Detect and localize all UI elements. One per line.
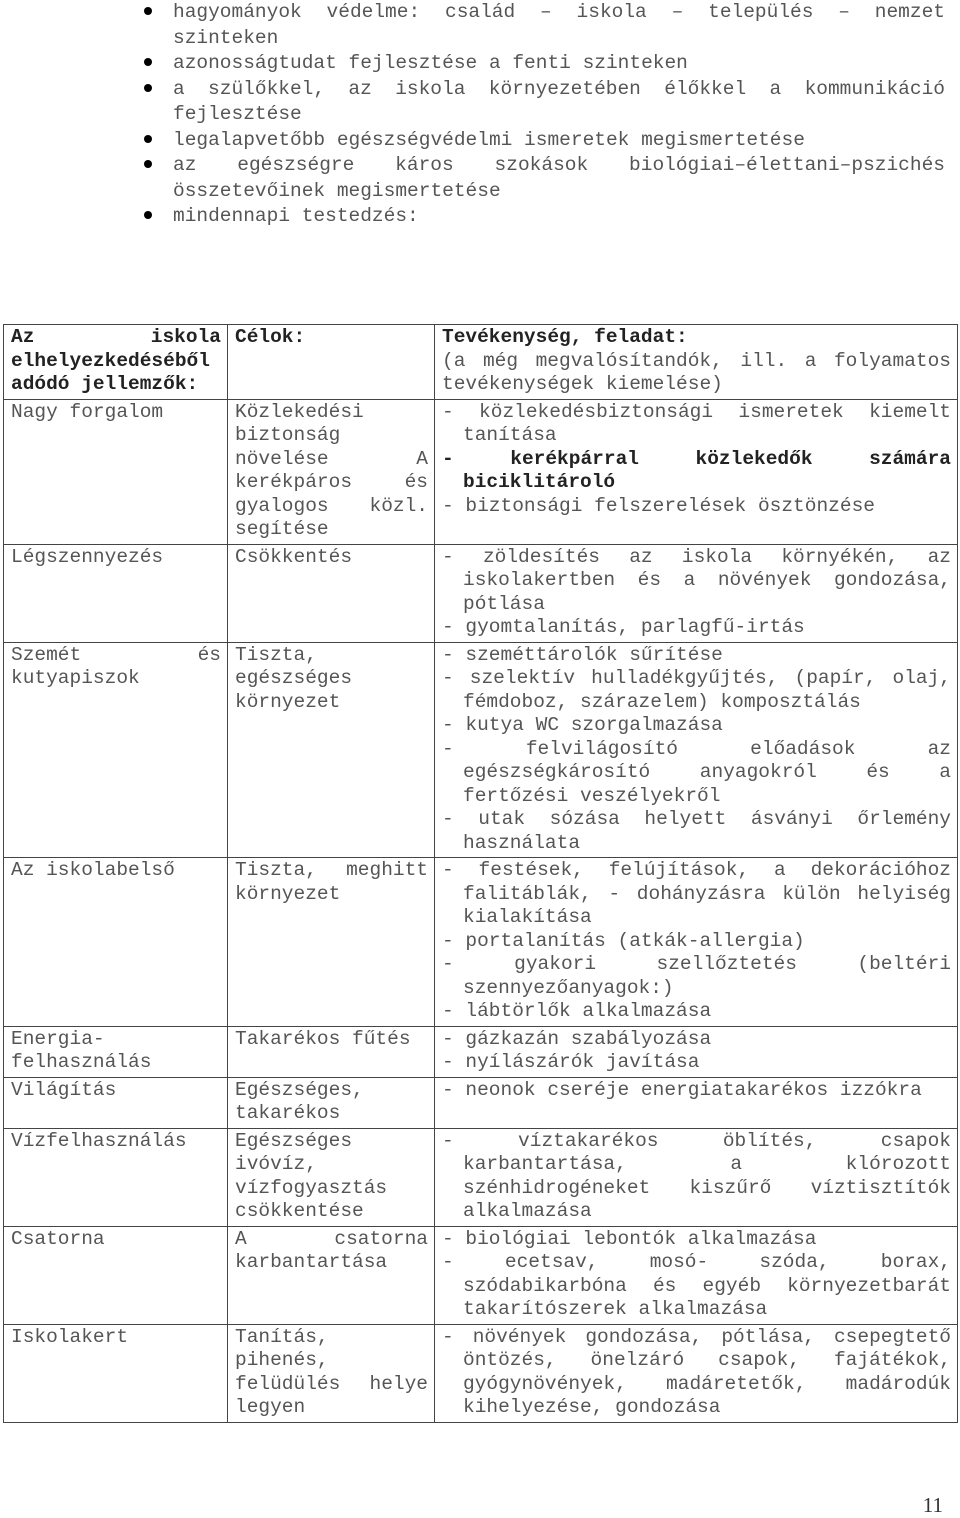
goal-cell: Tanítás, pihenés, felüdülés helye legyen (228, 1324, 435, 1422)
feature-cell: Vízfelhasználás (4, 1128, 228, 1226)
activity-item: - felvilágosító előadások az egészségkárosító anyagokról és a fertőzési veszélyekről (442, 737, 951, 807)
activity-item: - lábtörlők alkalmazása (442, 1000, 712, 1022)
activity-item: - portalanítás (atkák-allergia) (442, 929, 805, 952)
table-row (4, 399, 958, 544)
table-row (4, 1226, 958, 1324)
activity-item: - szeméttárolók sűrítése (442, 643, 723, 666)
activity-item: - szelektív hulladékgyűjtés, (papír, olaj, fémdoboz, szárazelem) komposztálás (442, 667, 951, 713)
bullet-item: azonosságtudat fejlesztése a fenti szinteken (142, 51, 945, 77)
activity-item: - zöldesítés az iskola környékén, az iskolakertben és a növények gondozása, pótlása (442, 545, 951, 615)
goal-cell: Csökkentés (228, 544, 435, 642)
feature-cell: Világítás (4, 1077, 228, 1128)
goal-cell: A csatorna karbantartása (228, 1226, 435, 1324)
activities-cell (435, 1128, 958, 1226)
header-goals: Célok: (228, 325, 435, 400)
activities-cell (435, 1324, 958, 1422)
activities-cell (435, 1077, 958, 1128)
goal-cell: Tiszta, egészséges környezet (228, 642, 435, 858)
activity-item: - víztakarékos öblítés, csapok karbantartása, a klórozott szénhidrogéneket kiszűrő víztisztítók alkalmazása (442, 1129, 951, 1222)
activities-cell (435, 1026, 958, 1077)
bullet-item: hagyományok védelme: család – iskola – település – nemzet szinteken (142, 0, 945, 51)
feature-cell: Nagy forgalom (4, 399, 228, 544)
feature-cell: Energia-felhasználás (4, 1026, 228, 1077)
activity-item: - közlekedésbiztonsági ismeretek kiemelt tanítása (442, 400, 951, 446)
goal-cell: Takarékos fűtés (228, 1026, 435, 1077)
activities-cell (435, 399, 958, 544)
activity-item: - növények gondozása, pótlása, csepegtető öntözés, önelzáró csapok, fajátékok, gyógynövények, madáretetők, madárodúk kihelyezése, gondozása (442, 1325, 951, 1418)
table-row (4, 1128, 958, 1226)
bullet-item: legalapvetőbb egészségvédelmi ismeretek megismertetése (142, 128, 945, 154)
feature-cell: Légszennyezés (4, 544, 228, 642)
bullet-item: a szülőkkel, az iskola környezetében élőkkel a kommunikáció fejlesztése (142, 77, 945, 128)
activities-cell (435, 858, 958, 1027)
activities-cell (435, 642, 958, 858)
activity-item: - kutya WC szorgalmazása (442, 714, 723, 736)
table-row (4, 1077, 958, 1128)
activities-cell (435, 544, 958, 642)
intro-bullet-list (142, 0, 945, 230)
header-activities (435, 325, 958, 400)
activity-item: - festések, felújítások, a dekorációhoz falitáblák, - dohányzásra külön helyiség kialakítása (442, 859, 951, 928)
activity-item: - gyakori szellőztetés (beltéri szennyezőanyagok:) (442, 953, 951, 999)
feature-cell: Csatorna (4, 1226, 228, 1324)
activities-cell (435, 1226, 958, 1324)
environment-table (3, 324, 958, 1423)
table-row (4, 544, 958, 642)
activity-item: - biológiai lebontók alkalmazása (442, 1227, 817, 1250)
header-features: Az iskola elhelyezkedéséből adódó jellemzők: (4, 325, 228, 400)
activity-item: - nyílászárók javítása (442, 1051, 700, 1073)
activity-item: - neonok cseréje energiatakarékos izzókra (442, 1078, 922, 1101)
page-number: 11 (922, 1493, 943, 1517)
goal-cell: Egészséges, takarékos (228, 1077, 435, 1128)
table-row (4, 1026, 958, 1077)
header-activities-subtitle: (a még megvalósítandók, ill. a folyamatos tevékenységek kiemelése) (442, 349, 951, 395)
activity-item: - gázkazán szabályozása (442, 1027, 712, 1050)
feature-cell: Szemét és kutyapiszok (4, 642, 228, 858)
header-activities-title: Tevékenység, feladat: (442, 326, 688, 348)
feature-cell: Iskolakert (4, 1324, 228, 1422)
feature-cell: Az iskolabelső (4, 858, 228, 1027)
activity-item: - kerékpárral közlekedők számára biciklitároló (442, 447, 951, 493)
activity-item: - gyomtalanítás, parlagfű-irtás (442, 616, 805, 638)
table-row (4, 858, 958, 1027)
activity-item: - ecetsav, mosó- szóda, borax, szódabikarbóna és egyéb környezetbarát takarítószerek alkalmazása (442, 1251, 951, 1320)
activity-item: - biztonsági felszerelések ösztönzése (442, 494, 875, 517)
table-row (4, 642, 958, 858)
activity-item: - utak sózása helyett ásványi őrlemény használata (442, 808, 951, 854)
bullet-item: mindennapi testedzés: (142, 204, 945, 230)
bullet-item: az egészségre káros szokások biológiai–élettani–pszichés összetevőinek megismertetése (142, 153, 945, 204)
goal-cell: Közlekedési biztonság növelése A kerékpáros és gyalogos közl. segítése (228, 399, 435, 544)
table-row (4, 1324, 958, 1422)
table-header-row (4, 325, 958, 400)
goal-cell: Tiszta, meghitt környezet (228, 858, 435, 1027)
goal-cell: Egészséges ivóvíz, vízfogyasztás csökkentése (228, 1128, 435, 1226)
